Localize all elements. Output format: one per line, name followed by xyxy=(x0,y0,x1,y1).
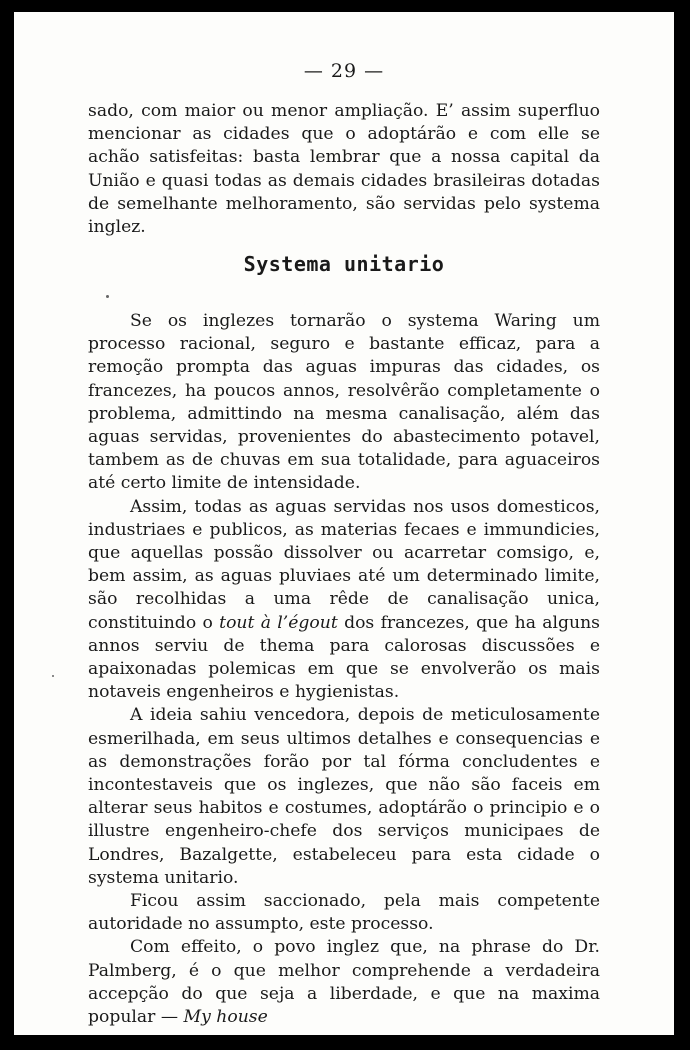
intro-text-block xyxy=(88,100,600,239)
paragraph-4: Ficou assim saccionado, pela mais competente autoridade no assumpto, este processo. xyxy=(88,891,600,935)
print-speck xyxy=(52,675,54,677)
body-text-block xyxy=(88,310,600,1029)
paragraph-3: A ideia sahiu vencedora, depois de meticulosamente esmerilhada, em seus ultimos detalhes e consequencias e as demonstrações forão por tal fórma concludentes e incontestaveis que os inglezes, que não são faceis em alterar seus habitos e costumes, adoptárão o principio e o illustre engenheiro-chefe dos serviços municipaes de Londres, Bazalgette, estabeleceu para esta cidade o systema unitario. xyxy=(88,705,600,888)
paragraph-5-text-before: Com effeito, o povo inglez que, na phrase do Dr. Palmberg, é o que melhor comprehende a verdadeira accepção do que seja a liberdade, e que na maxima popular — xyxy=(88,937,600,1028)
paragraph-2-text-after: dos francezes, que ha alguns annos serviu de thema para calorosas discussões e apaixonadas polemicas em que se envolverão os mais notaveis engenheiros e hygienistas. xyxy=(88,612,600,703)
paragraph-2-text-before: Assim, todas as aguas servidas nos usos domesticos, industriaes e publicos, as materias fecaes e immundicies, que aquellas possão dissolver ou acarretar comsigo, e, bem assim, as aguas pluviaes até um determinado limite, são recolhidas a uma rêde de canalisação unica, constituindo o xyxy=(88,496,600,633)
paragraph-1: Se os inglezes tornarão o systema Waring um processo racional, seguro e bastante efficaz, para a remoção prompta das aguas impuras das cidades, os francezes, ha poucos annos, resolvêrão completamente o problema, admittindo na mesma canalisação, além das aguas servidas, provenientes do abastecimento potavel, tambem as de chuvas em sua totalidade, para aguaceiros até certo limite de intensidade. xyxy=(88,311,600,494)
paragraph-2-italic-phrase: tout à l’égout xyxy=(219,612,338,633)
paragraph-5-italic-phrase: My house xyxy=(183,1007,268,1028)
section-heading: Systema unitario xyxy=(243,252,445,276)
book-page xyxy=(14,12,674,1035)
page-number: — 29 — xyxy=(303,60,385,82)
print-speck xyxy=(106,295,109,298)
paragraph-5 xyxy=(88,936,600,1029)
intro-paragraph: sado, com maior ou menor ampliação. E’ assim superfluo mencionar as cidades que o adoptárão e com elle se achão satisfeitas: basta lembrar que a nossa capital da União e quasi todas as demais cidades brasileiras dotadas de semelhante melhoramento, são servidas pelo systema inglez. xyxy=(88,101,600,238)
paragraph-2 xyxy=(88,496,600,705)
